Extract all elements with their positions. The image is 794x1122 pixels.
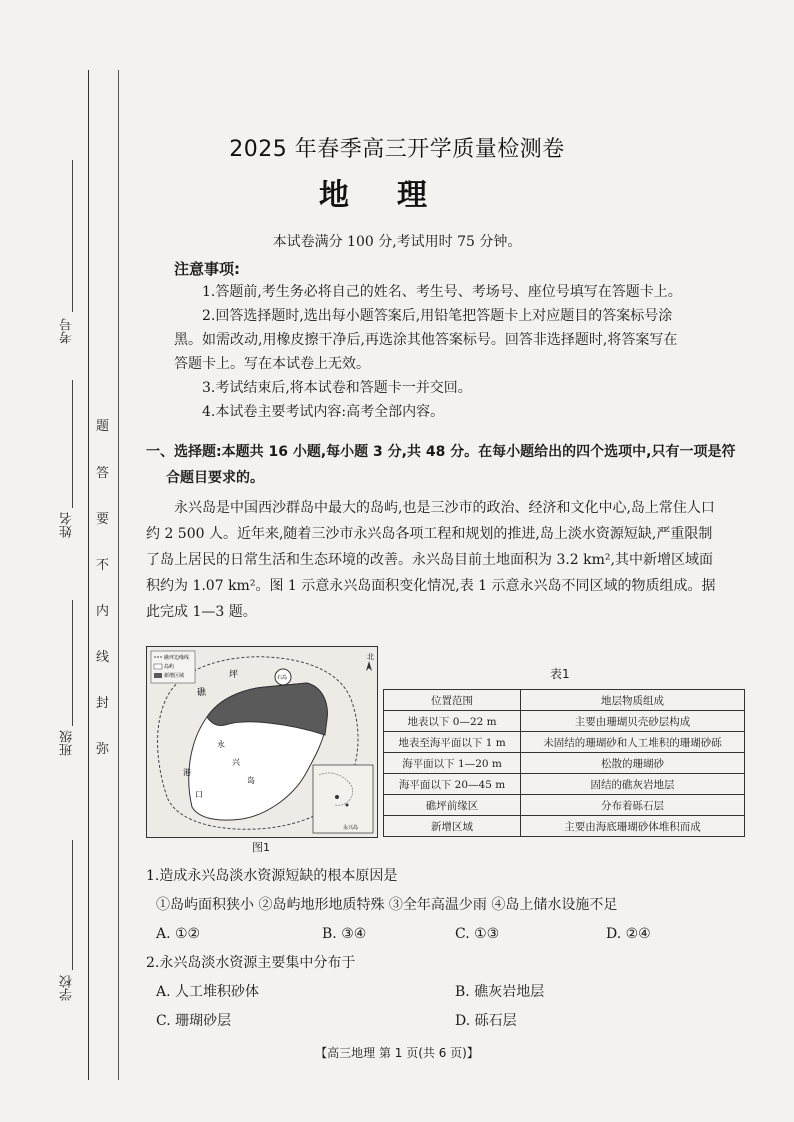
binding-warning-char: 答	[96, 466, 110, 481]
school-label: 学校	[60, 975, 75, 1001]
question-2-option: B. 礁灰岩地层	[455, 984, 545, 1000]
question-1-option: D. ②④	[606, 926, 651, 942]
question-2-stem: 2.永兴岛淡水资源主要集中分布于	[146, 955, 356, 971]
question-1-statements: ①岛屿面积狭小 ②岛屿地形地质特殊 ③全年高温少雨 ④岛上储水设施不足	[156, 897, 618, 913]
notice-heading: 注意事项:	[174, 260, 240, 278]
map-label: 坪	[229, 670, 239, 680]
table-caption: 表1	[550, 667, 570, 681]
section-heading: 一、选择题:本题共 16 小题,每小题 3 分,共 48 分。在每小题给出的四个选项中,只有一项是符	[146, 444, 736, 460]
notice-item: 4.本试卷主要考试内容:高考全部内容。	[202, 404, 445, 420]
binding-warning-char: 不	[96, 558, 110, 573]
map-label: 港	[183, 768, 191, 777]
binding-warning-char: 封	[96, 696, 110, 711]
notice-item: 2.回答选择题时,选出每小题答案后,用铅笔把答题卡上对应题目的答案标号涂	[202, 308, 673, 324]
name-label: 姓名	[60, 512, 75, 538]
subject-title: 地理	[319, 178, 475, 213]
map-label: 岛	[247, 776, 255, 785]
map-label: 兴	[232, 758, 240, 767]
binding-warning-char: 线	[96, 650, 110, 665]
question-1-option: C. ①③	[455, 926, 500, 942]
table-cell: 分布着砾石层	[521, 795, 745, 816]
figure-caption: 图1	[252, 841, 270, 854]
table-row	[384, 816, 745, 837]
table-cell: 海平面以下 20—45 m	[384, 774, 521, 795]
table-cell: 地表以下 0—22 m	[384, 711, 521, 732]
legend-island: 岛屿	[164, 664, 175, 670]
name-field	[72, 380, 73, 508]
binding-line-inner	[118, 70, 119, 1080]
table-row	[384, 795, 745, 816]
island-map-svg	[147, 647, 377, 837]
notice-item: 1.答题前,考生务必将自己的姓名、考生号、考场号、座位号填写在答题卡上。	[202, 284, 682, 300]
binding-line-outer	[88, 70, 89, 1080]
map-label: 永	[217, 740, 225, 749]
question-2-option: C. 珊瑚砂层	[156, 1013, 232, 1029]
passage-line: 永兴岛是中国西沙群岛中最大的岛屿,也是三沙市的政治、经济和文化中心,岛上常住人口	[174, 500, 715, 516]
exam-title: 2025 年春季高三开学质量检测卷	[229, 137, 565, 162]
school-field	[72, 840, 73, 970]
binding-warning-char: 要	[96, 512, 110, 527]
question-1-stem: 1.造成永兴岛淡水资源短缺的根本原因是	[146, 868, 398, 884]
class-field	[72, 600, 73, 726]
notice-item: 3.考试结束后,将本试卷和答题卡一并交回。	[202, 380, 472, 396]
notice-item: 黑。如需改动,用橡皮擦干净后,再选涂其他答案标号。回答非选择题时,将答案写在	[174, 332, 678, 348]
passage-line: 约 2 500 人。近年来,随着三沙市永兴岛各项工程和规划的推进,岛上淡水资源短缺,严重限制	[146, 526, 713, 542]
class-label: 班级	[60, 730, 75, 756]
binding-warning-char: 题	[96, 419, 110, 434]
table-header-row	[384, 690, 745, 711]
table-cell: 海平面以下 1—20 m	[384, 753, 521, 774]
legend-new-area: 新增区域	[164, 673, 185, 679]
table-header: 地层物质组成	[521, 690, 745, 711]
table-cell: 主要由珊瑚贝壳砂层构成	[521, 711, 745, 732]
table-cell: 礁坪前缘区	[384, 795, 521, 816]
inset-map	[313, 765, 373, 833]
notice-item: 答题卡上。写在本试卷上无效。	[174, 356, 370, 372]
question-1-option: A. ①②	[156, 926, 201, 942]
passage-line: 了岛上居民的日常生活和生态环境的改善。永兴岛目前土地面积为 3.2 km²,其中新增区域面	[146, 552, 713, 568]
question-2-option: D. 砾石层	[455, 1013, 517, 1029]
table-cell: 地表至海平面以下 1 m	[384, 732, 521, 753]
page-footer: 【高三地理 第 1 页(共 6 页)】	[315, 1046, 479, 1060]
passage-line: 此完成 1—3 题。	[146, 604, 257, 620]
inset-label: 永兴岛	[343, 825, 359, 831]
table-cell: 固结的礁灰岩地层	[521, 774, 745, 795]
map-label: 口	[195, 790, 203, 799]
table-cell: 未固结的珊瑚砂和人工堆积的珊瑚砂砾	[521, 732, 745, 753]
table-row	[384, 774, 745, 795]
table-cell: 新增区域	[384, 816, 521, 837]
exam-info: 本试卷满分 100 分,考试用时 75 分钟。	[272, 234, 522, 250]
table-1	[383, 689, 745, 837]
map-label: 石岛	[277, 675, 288, 681]
question-1-option: B. ③④	[322, 926, 367, 942]
table-row	[384, 711, 745, 732]
north-arrow-icon	[366, 661, 372, 671]
figure-1-map	[146, 646, 378, 838]
binding-warning-char: 弥	[96, 742, 110, 757]
table-cell: 松散的珊瑚砂	[521, 753, 745, 774]
table-header: 位置范围	[384, 690, 521, 711]
table-row	[384, 732, 745, 753]
passage-line: 积约为 1.07 km²。图 1 示意永兴岛面积变化情况,表 1 示意永兴岛不同区域的物质组成。据	[146, 578, 716, 594]
north-label: 北	[367, 653, 374, 661]
exam-no-label: 考号	[60, 318, 75, 344]
table-row	[384, 753, 745, 774]
question-2-option: A. 人工堆积砂体	[156, 984, 260, 1000]
legend-reef: 礁坪边缘线	[164, 655, 190, 661]
table-cell: 主要由海底珊瑚砂体堆积而成	[521, 816, 745, 837]
section-heading-cont: 合题目要求的。	[166, 470, 264, 486]
binding-warning-char: 内	[96, 604, 110, 619]
map-label: 礁	[197, 688, 207, 698]
